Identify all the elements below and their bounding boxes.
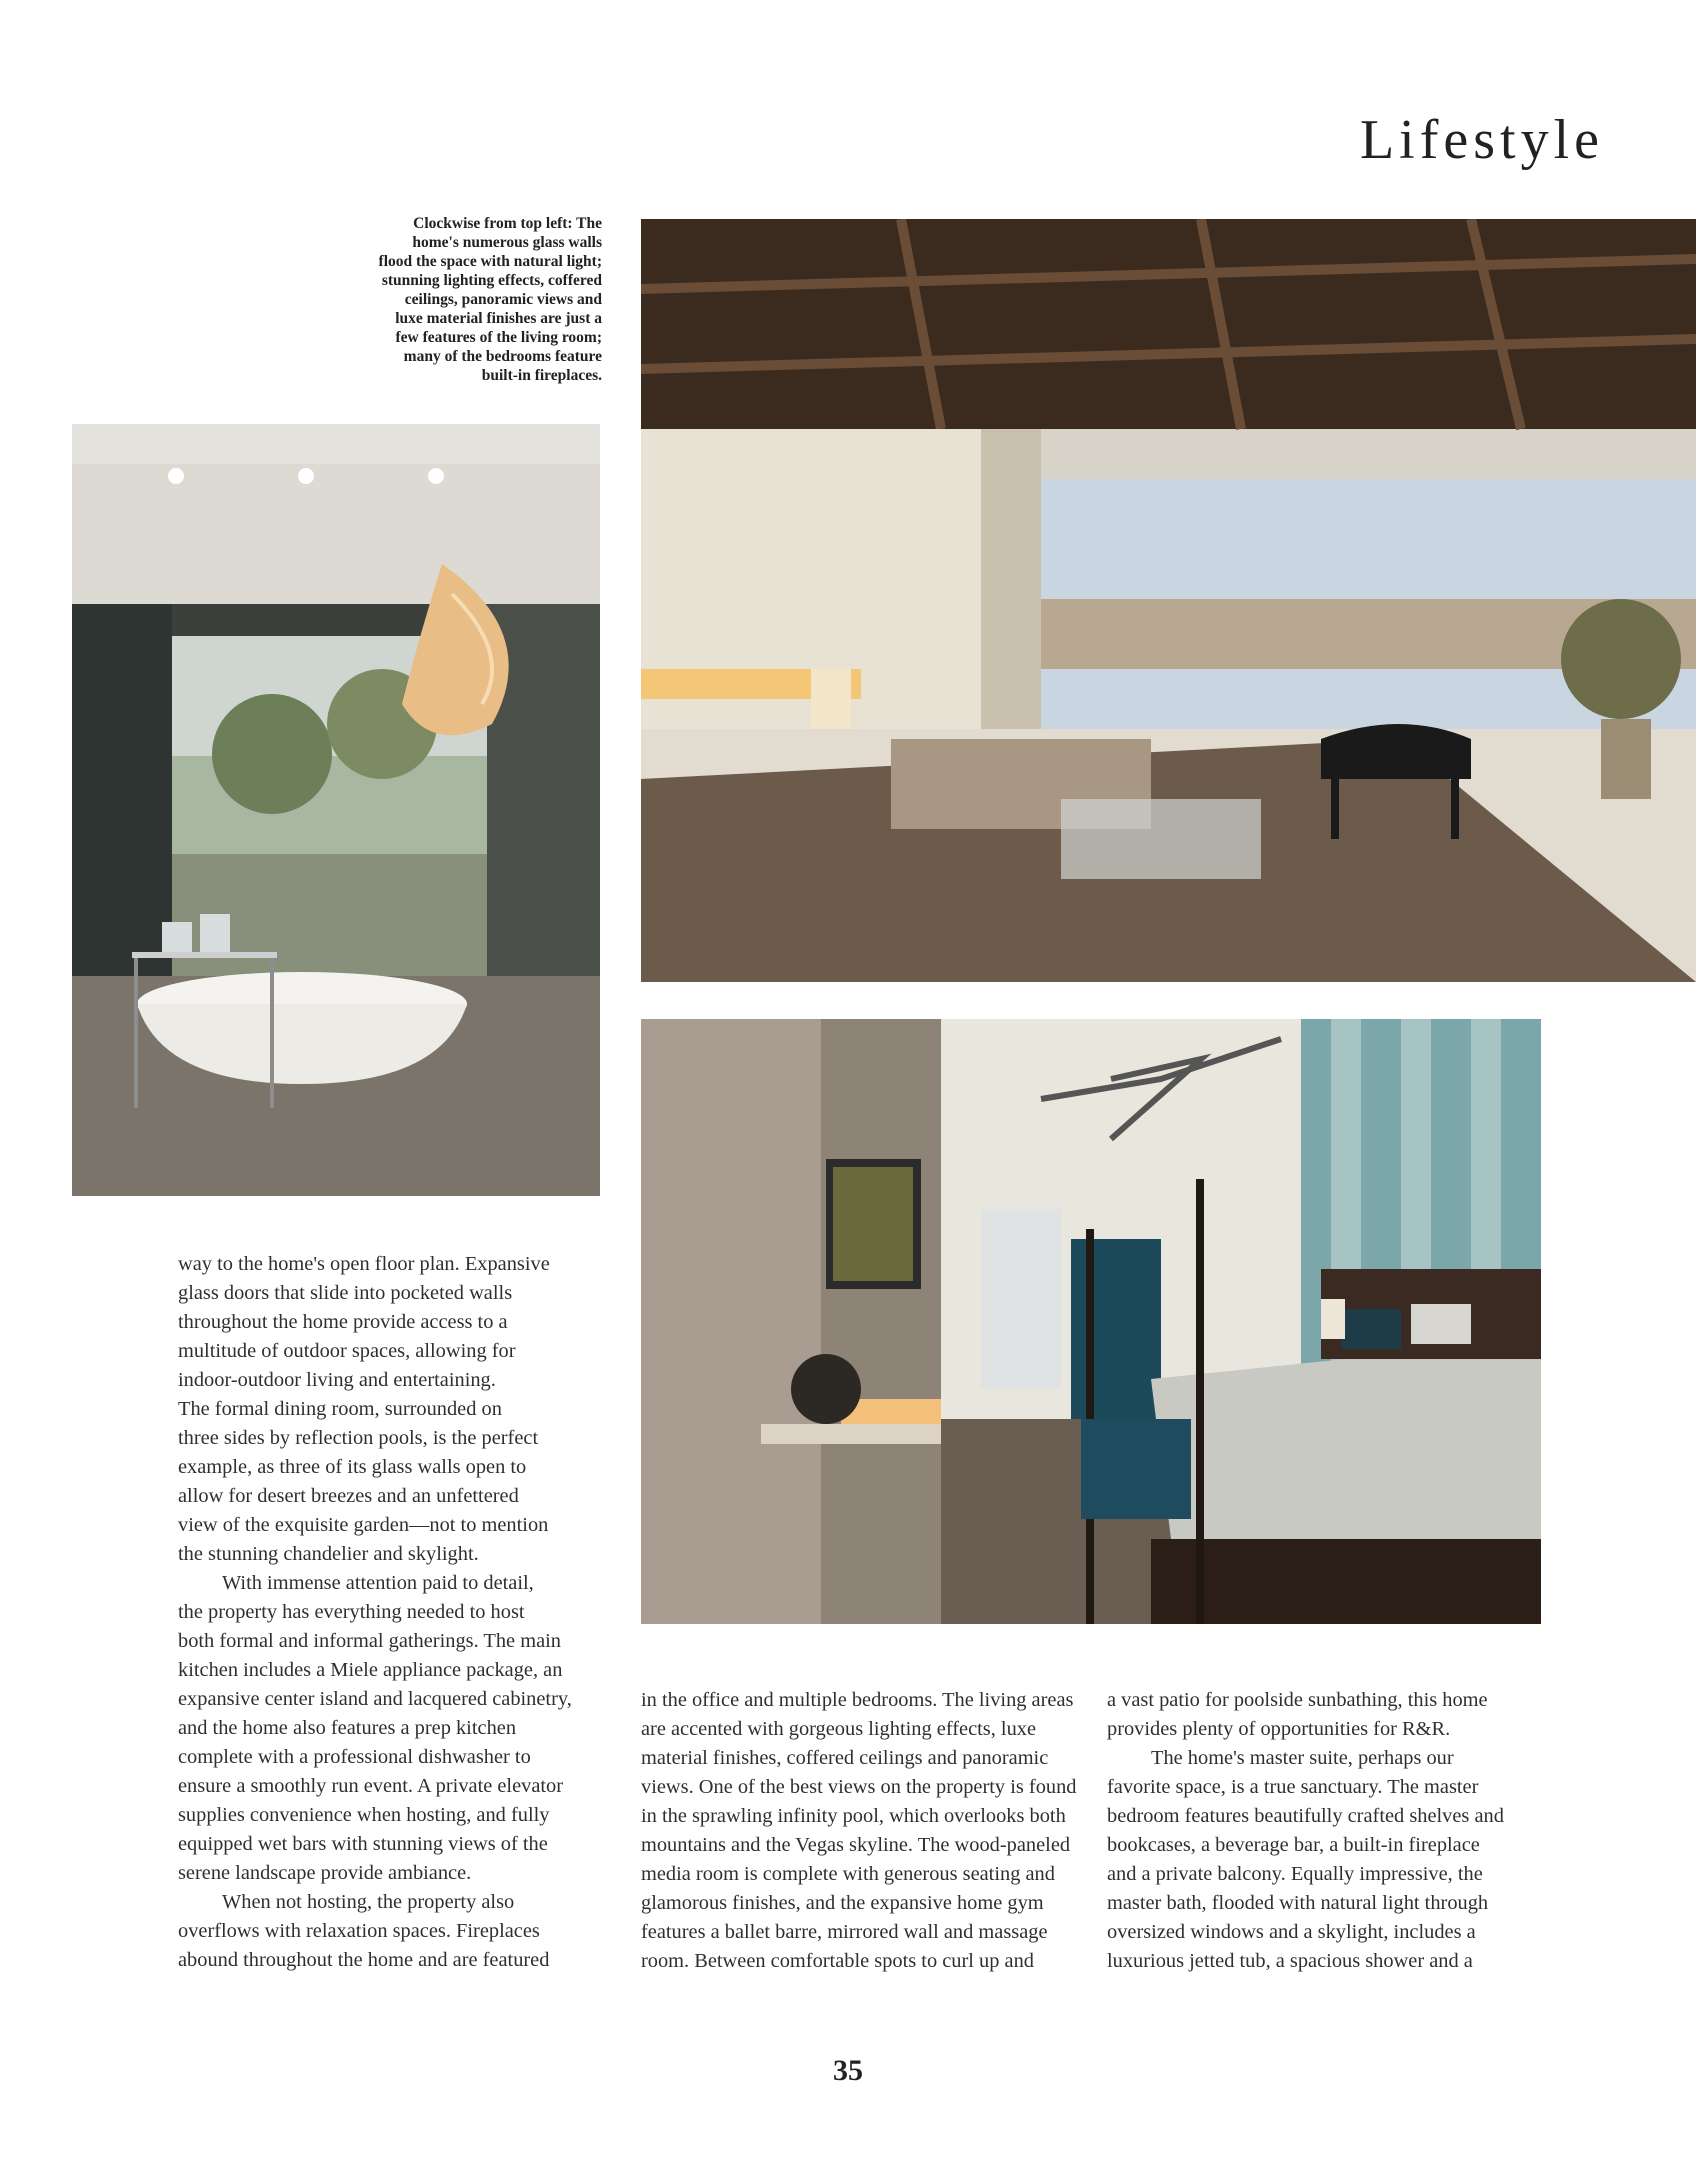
text-line: provides plenty of opportunities for R&R.	[1107, 1718, 1451, 1740]
caption-line: few features of the living room;	[395, 329, 602, 346]
body-text-column-3	[1107, 1686, 1504, 1976]
text-line: abound throughout the home and are featured	[178, 1949, 550, 1971]
caption-line: luxe material finishes are just a	[395, 310, 602, 327]
living-room-photo	[641, 219, 1696, 982]
caption-line: stunning lighting effects, coffered	[381, 272, 602, 289]
text-line: master bath, flooded with natural light through	[1107, 1892, 1489, 1914]
text-line: indoor-outdoor living and entertaining.	[178, 1369, 496, 1391]
caption-line: built-in fireplaces.	[481, 367, 602, 384]
text-line: material finishes, coffered ceilings and panoramic	[641, 1747, 1049, 1769]
body-text-column-2	[641, 1686, 1076, 1976]
body-text-column-1	[178, 1250, 572, 1975]
text-line: favorite space, is a true sanctuary. The master	[1107, 1776, 1479, 1798]
text-line: equipped wet bars with stunning views of the	[178, 1833, 548, 1855]
text-line: and a private balcony. Equally impressive, the	[1107, 1863, 1483, 1885]
text-line: media room is complete with generous seating and	[641, 1863, 1055, 1885]
text-line: complete with a professional dishwasher to	[178, 1746, 531, 1768]
text-line: supplies convenience when hosting, and fully	[178, 1804, 550, 1826]
text-line: glamorous finishes, and the expansive home gym	[641, 1892, 1044, 1914]
text-line: and the home also features a prep kitchen	[178, 1717, 517, 1739]
bedroom-photo	[641, 1019, 1541, 1624]
text-line: bedroom features beautifully crafted shelves and	[1107, 1805, 1504, 1827]
page-number: 35	[833, 2054, 863, 2087]
section-title: Lifestyle	[1359, 109, 1604, 171]
caption-line: Clockwise from top left: The	[413, 215, 602, 232]
bathroom-photo	[72, 424, 600, 1196]
text-line: ensure a smoothly run event. A private elevator	[178, 1775, 564, 1797]
text-line: way to the home's open floor plan. Expansive	[178, 1253, 550, 1275]
caption-line: ceilings, panoramic views and	[404, 291, 602, 308]
text-line: the property has everything needed to host	[178, 1601, 525, 1623]
text-line: bookcases, a beverage bar, a built-in fireplace	[1107, 1834, 1480, 1856]
text-line: the stunning chandelier and skylight.	[178, 1543, 479, 1565]
text-line: both formal and informal gatherings. The main	[178, 1630, 561, 1652]
text-line: are accented with gorgeous lighting effects, luxe	[641, 1718, 1037, 1740]
text-line: serene landscape provide ambiance.	[178, 1862, 472, 1884]
text-line: allow for desert breezes and an unfettered	[178, 1485, 519, 1507]
photo-caption	[340, 214, 602, 385]
text-line: luxurious jetted tub, a spacious shower and a	[1107, 1950, 1473, 1972]
text-line: oversized windows and a skylight, includes a	[1107, 1921, 1476, 1943]
text-line: The home's master suite, perhaps our	[1151, 1747, 1454, 1769]
text-line: mountains and the Vegas skyline. The wood-paneled	[641, 1834, 1071, 1856]
text-line: kitchen includes a Miele appliance package, an	[178, 1659, 563, 1681]
text-line: features a ballet barre, mirrored wall and massage	[641, 1921, 1048, 1943]
text-line: glass doors that slide into pocketed walls	[178, 1282, 513, 1304]
text-line: a vast patio for poolside sunbathing, this home	[1107, 1689, 1488, 1711]
caption-line: flood the space with natural light;	[378, 253, 602, 270]
text-line: in the sprawling infinity pool, which overlooks both	[641, 1805, 1066, 1827]
text-line: room. Between comfortable spots to curl up and	[641, 1950, 1034, 1972]
text-line: views. One of the best views on the property is found	[641, 1776, 1077, 1798]
text-line: in the office and multiple bedrooms. The living areas	[641, 1689, 1074, 1711]
text-line: With immense attention paid to detail,	[222, 1572, 534, 1594]
text-line: three sides by reflection pools, is the perfect	[178, 1427, 539, 1449]
text-line: throughout the home provide access to a	[178, 1311, 508, 1333]
text-line: overflows with relaxation spaces. Fireplaces	[178, 1920, 540, 1942]
text-line: multitude of outdoor spaces, allowing for	[178, 1340, 516, 1362]
text-line: expansive center island and lacquered cabinetry,	[178, 1688, 572, 1710]
text-line: example, as three of its glass walls open to	[178, 1456, 527, 1478]
caption-line: home's numerous glass walls	[412, 234, 602, 251]
caption-line: many of the bedrooms feature	[403, 348, 602, 365]
text-line: When not hosting, the property also	[222, 1891, 515, 1913]
text-line: view of the exquisite garden—not to mention	[178, 1514, 549, 1536]
text-line: The formal dining room, surrounded on	[178, 1398, 502, 1420]
